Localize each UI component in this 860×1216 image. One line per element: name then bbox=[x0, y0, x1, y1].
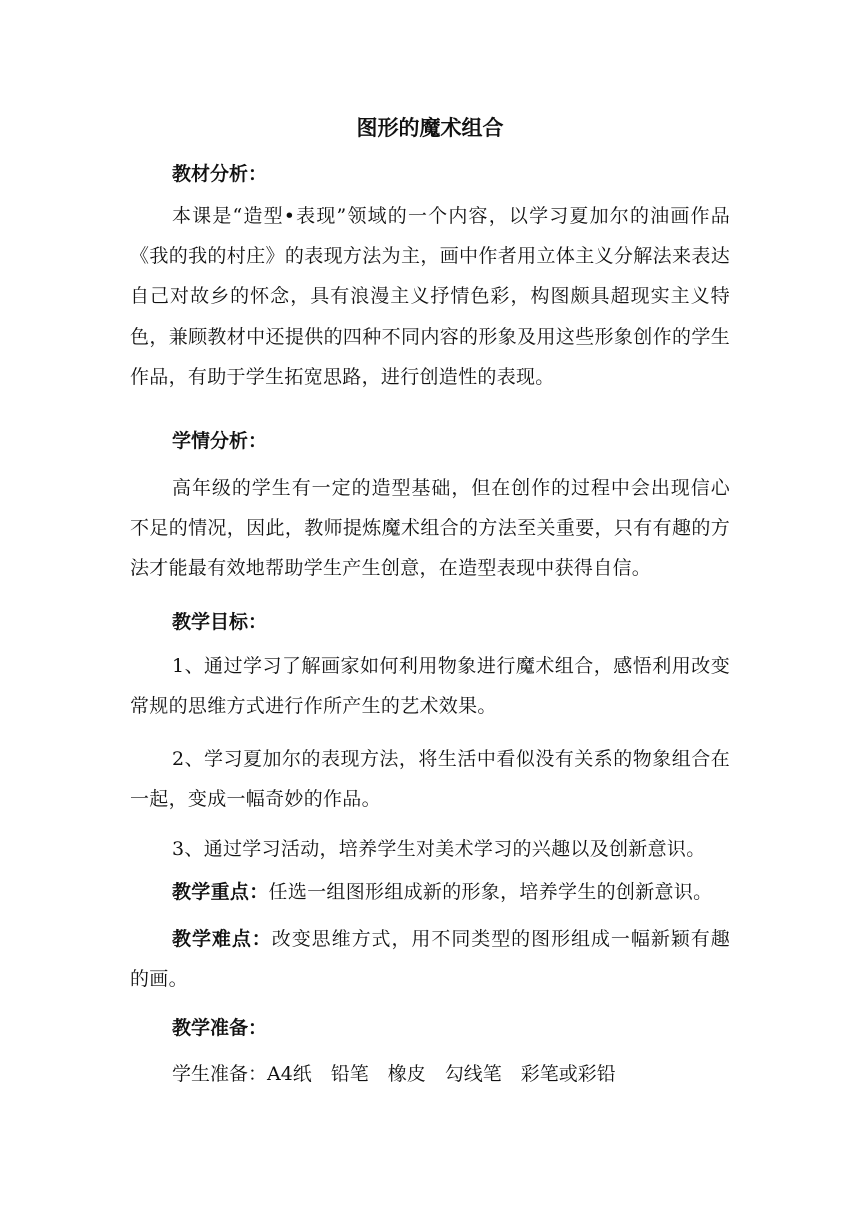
document-title: 图形的魔术组合 bbox=[356, 116, 504, 140]
paragraph-student-analysis: 高年级的学生有一定的造型基础，但在创作的过程中会出现信心不足的情况，因此，教师提炼魔术组合的方法至关重要，只有有趣的方法才能最有效地帮助学生产生创意，在造型表现中获得自信。 bbox=[130, 477, 730, 580]
key-point-text: 任选一组图形组成新的形象，培养学生的创新意识。 bbox=[268, 881, 713, 903]
heading-teaching-goals: 教学目标： bbox=[172, 611, 268, 633]
heading-preparation: 教学准备： bbox=[172, 1017, 268, 1039]
difficulty-label: 教学难点： bbox=[172, 928, 272, 950]
goal-item-1: 1、通过学习了解画家如何利用物象进行魔术组合，感悟利用改变常规的思维方式进行作所产生的艺术效果。 bbox=[130, 655, 730, 718]
paragraph-material-analysis: 本课是“造型•表现”领域的一个内容，以学习夏加尔的油画作品《我的我的村庄》的表现方法为主，画中作者用立体主义分解法来表达自己对故乡的怀念，具有浪漫主义抒情色彩，构图颇具超现实主义特色，兼顾教材中还提供的四种不同内容的形象及用这些形象创作的学生作品，有助于学生拓宽思路，进行创造性的表现。 bbox=[130, 205, 730, 388]
key-point-label: 教学重点： bbox=[172, 881, 269, 903]
heading-student-analysis: 学情分析： bbox=[172, 430, 268, 452]
goal-item-3: 3、通过学习活动，培养学生对美术学习的兴趣以及创新意识。 bbox=[172, 838, 706, 860]
goal-item-2: 2、学习夏加尔的表现方法，将生活中看似没有关系的物象组合在一起，变成一幅奇妙的作品。 bbox=[130, 748, 730, 811]
heading-material-analysis: 教材分析： bbox=[172, 163, 268, 185]
key-point-line bbox=[130, 872, 730, 912]
preparation-text: 学生准备：A4纸 铅笔 橡皮 勾线笔 彩笔或彩铅 bbox=[172, 1063, 616, 1085]
difficulty-line bbox=[130, 919, 730, 999]
difficulty-text: 改变思维方式，用不同类型的图形组成一幅新颖有趣的画。 bbox=[130, 928, 730, 991]
